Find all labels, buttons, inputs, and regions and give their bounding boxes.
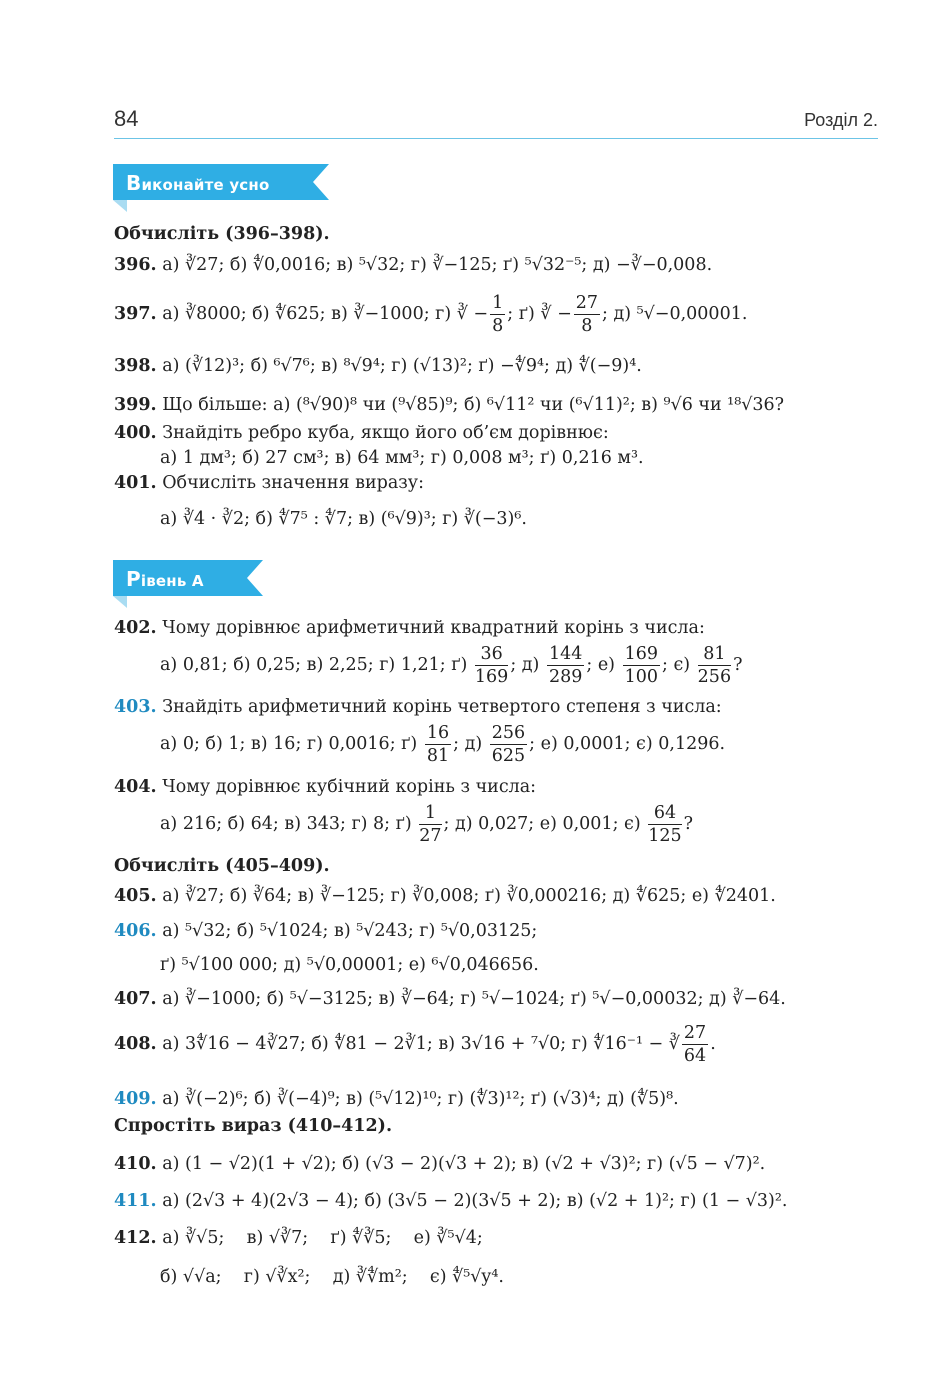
- problem-412-items: б) √√a; г) √∛x²; д) ∛∜m²; є) ∜⁵√y⁴.: [160, 1267, 504, 1287]
- problem-405: 405. а) ∛27; б) ∛64; в) ∛−125; г) ∛0,008; ґ) ∛0,000216; д) ∜625; е) ∜2401.: [114, 886, 776, 906]
- fraction: $\frac{81}{256}$: [697, 644, 732, 687]
- problem-399: 399. Що більше: а) (⁸√90)⁸ чи (⁹√85)⁹; б) ⁶√11² чи (⁶√11)²; в) ⁹√6 чи ¹⁸√36?: [114, 395, 785, 415]
- problem-410: 410. а) (1 − √2)(1 + √2); б) (√3 − 2)(√3 + 2); в) (√2 + √3)²; г) (√5 − √7)².: [114, 1154, 766, 1174]
- fraction: $\frac{36}{169}$: [474, 644, 509, 687]
- section-heading: Обчисліть (405–409).: [114, 856, 330, 876]
- problem-412: 412. а) ∛√5; в) √∛7; ґ) ∜∛5; е) ∛⁵√4;: [114, 1228, 483, 1248]
- section-heading: Спростіть вираз (410–412).: [114, 1116, 393, 1136]
- problem-403-items: а) 0; б) 1; в) 16; г) 0,0016; ґ) $\frac{16}{81}$ ; д) $\frac{256}{625}$ ; е) 0,0001; є) 0,1296.: [160, 723, 726, 766]
- problem-401: 401. Обчисліть значення виразу:: [114, 473, 424, 493]
- fraction: $\frac{169}{100}$: [624, 644, 658, 687]
- problem-407: 407. а) ∛−1000; б) ⁵√−3125; в) ∛−64; г) ⁵√−1024; ґ) ⁵√−0,00032; д) ∛−64.: [114, 989, 786, 1009]
- banner-fold: [113, 200, 127, 212]
- banner-fold: [113, 596, 127, 608]
- fraction: $\frac{27}{64}$: [683, 1023, 707, 1066]
- section-heading: Обчисліть (396–398).: [114, 224, 330, 244]
- banner-level: [113, 560, 263, 596]
- problem-404: 404. Чому дорівнює кубічний корінь з числа:: [114, 777, 537, 797]
- fraction: $\frac{1}{8}$: [492, 293, 504, 336]
- fraction: $\frac{144}{289}$: [548, 644, 583, 687]
- problem-402-items: а) 0,81; б) 0,25; в) 2,25; г) 1,21; ґ) $\frac{36}{169}$ ; д) $\frac{144}{289}$ ; е) $\frac{169}{100}$ ; є) $\frac{81}{256}$ ?: [160, 644, 743, 687]
- chapter-label: Розділ 2.: [804, 110, 878, 130]
- problem-396: 396. а) ∛27; б) ∜0,0016; в) ⁵√32; г) ∛−125; ґ) ⁵√32⁻⁵; д) −∛−0,008.: [114, 255, 713, 275]
- problem-397: 397. а) ∛8000; б) ∜625; в) ∛−1000; г) ∛ − $\frac{1}{8}$ ; ґ) ∛ − $\frac{27}{8}$ ; д) ⁵√−0,00001.: [114, 293, 748, 336]
- problem-400-items: а) 1 дм³; б) 27 см³; в) 64 мм³; г) 0,008 м³; ґ) 0,216 м³.: [160, 448, 644, 468]
- problem-398: 398. а) (∛12)³; б) ⁶√7⁶; в) ⁸√9⁴; г) (√13)²; ґ) −∜9⁴; д) ∜(−9)⁴.: [114, 356, 642, 376]
- problem-404-items: а) 216; б) 64; в) 343; г) 8; ґ) $\frac{1}{27}$ ; д) 0,027; е) 0,001; є) $\frac{64}{125}$ ?: [160, 803, 694, 846]
- problem-409: 409. а) ∛(−2)⁶; б) ∛(−4)⁹; в) (⁵√12)¹⁰; г) (∜3)¹²; ґ) (√3)⁴; д) (∜5)⁸.: [114, 1089, 679, 1109]
- problem-402: 402. Чому дорівнює арифметичний квадратний корінь з числа:: [114, 618, 705, 638]
- problem-411: 411. а) (2√3 + 4)(2√3 − 4); б) (3√5 − 2)(3√5 + 2); в) (√2 + 1)²; г) (1 − √3)².: [114, 1191, 788, 1211]
- fraction: $\frac{1}{27}$: [419, 803, 442, 846]
- banner-title: Виконайте усно: [126, 171, 270, 195]
- banner-title: Рівень A: [126, 567, 204, 591]
- problem-406: 406. а) ⁵√32; б) ⁵√1024; в) ⁵√243; г) ⁵√0,03125;: [114, 921, 538, 941]
- page-number: 84: [114, 106, 139, 131]
- problem-400: 400. Знайдіть ребро куба, якщо його об’єм дорівнює:: [114, 423, 609, 443]
- fraction: $\frac{27}{8}$: [575, 293, 599, 336]
- problem-408: 408. а) 3∜16 − 4∛27; б) ∜81 − 2∛1; в) 3√16 + ⁷√0; г) ∜16⁻¹ − ∛ $\frac{27}{64}$ .: [114, 1023, 716, 1066]
- fraction: $\frac{256}{625}$: [491, 723, 526, 766]
- problem-403: 403. Знайдіть арифметичний корінь четвертого степеня з числа:: [114, 697, 722, 717]
- problem-406-items: ґ) ⁵√100 000; д) ⁵√0,00001; е) ⁶√0,046656.: [160, 955, 539, 975]
- fraction: $\frac{16}{81}$: [426, 723, 450, 766]
- fraction: $\frac{64}{125}$: [648, 803, 682, 846]
- problem-401-items: а) ∛4 · ∛2; б) ∜7⁵ : ∜7; в) (⁶√9)³; г) ∛(−3)⁶.: [160, 509, 527, 529]
- header-rule: [114, 138, 878, 139]
- banner-oral: [113, 164, 329, 200]
